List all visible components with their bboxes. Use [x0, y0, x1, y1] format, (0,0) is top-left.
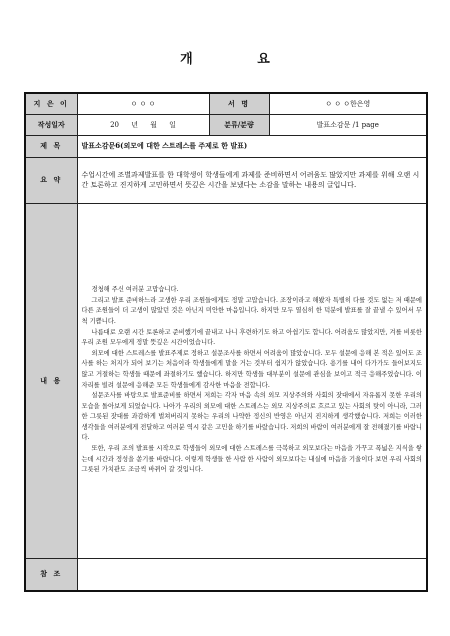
name-label: 서 명: [209, 93, 269, 114]
content-paragraph: 외모에 대한 스트레스를 발표주제로 정하고 설문조사를 하면서 어려움이 많았습니다. 모두 설문에 응해 본 적은 있어도 조사를 하는 처지가 되어 보기는 처음이라 학생들에게 말을 거는 것부터 쉽지가 않았습니다. 용기를 내어 다가가도 들어보지도 않고 거절하는 학생들 때문에 좌절하기도 했습니다. 하지만 학생들 대부분이 설문에 관심을 보이고 적극 응해주었습니다. 이 자리를 빌려 설문에 응해준 모든 학생들에게 감사한 마음을 전합니다.: [81, 349, 422, 389]
date-value: 20 년 월 일: [77, 114, 209, 135]
category-value: 발표소감문 /1 page: [269, 114, 427, 135]
subject-value: 발표소감문6(외모에 대한 스트레스를 주제로 한 발표): [77, 135, 427, 157]
summary-value: 수업시간에 조별과제발표를 한 대학생이 학생들에게 과제를 준비하면서 어려움도 많았지만 과제를 위해 오랜 시간 토론하고 진지하게 고민하면서 뜻깊은 시간을 보냈다는 소감을 말하는 내용의 글입니다.: [77, 157, 427, 203]
content-paragraph: 또한, 우리 조의 발표를 시작으로 학생들이 외모에 대한 스트레스를 극복하고 외모보다는 마음을 가꾸고 폭넓은 지식을 쌓는데 시간과 정성을 쏟기를 바랍니다. 이렇게 학생들 한 사람 한 사람이 외모보다는 내실에 마음을 기울이다 보면 우리 사회의 그릇된 가치관도 조금씩 바뀌어 갈 것입니다.: [81, 445, 422, 474]
page-title: 개 요: [180, 52, 300, 67]
date-row: [25, 114, 427, 135]
author-value: ㅇ ㅇ ㅇ: [77, 93, 209, 114]
reference-row: [25, 558, 427, 591]
overview-form: [24, 92, 428, 592]
summary-row: [25, 157, 427, 203]
content-paragraph: 경청해 주신 여러분 고맙습니다.: [91, 286, 179, 294]
reference-label: 참 조: [25, 558, 77, 591]
subject-row: [25, 135, 427, 157]
subject-label: 제 목: [25, 135, 77, 157]
content-paragraph: 설문조사를 바탕으로 발표준비를 하면서 저희는 각자 마음 속의 외모 지상주의와 사회의 잣대에서 자유롭지 못한 우리의 모습을 돌아보게 되었습니다. 나아가 우리의 외모에 대한 스트레스는 외모 지상주의로 흐르고 있는 사회의 탓이 아니라, 그러한 그릇된 잣대를 과감하게 벌쳐버리지 못하는 우리의 나약한 정신의 반영은 아닌지 진지하게 생각했습니다. 저희는 이러한 생각들을 여러분에게 전달하고 여러분 역시 같은 고민을 하기를 바랐습니다. 저희의 바람이 여러분에게 잘 전해졌기를 바랍니다.: [81, 392, 422, 442]
content-paragraph: 그리고 발표 준비하느라 고생한 우리 조원들에게도 정말 고맙습니다. 조장이라고 해봤자 특별히 다를 것도 없는 저 때문에 다른 조원들이 더 고생이 많았던 것은 아닌지 미안한 마음입니다. 하지만 모두 열심히 한 덕분에 발표를 잘 끝낼 수 있어서 무척 기쁩니다.: [81, 296, 422, 325]
name-value: ㅇ ㅇ ㅇ한은영: [269, 93, 427, 114]
author-label: 지 은 이: [25, 93, 77, 114]
content-label: 내 용: [25, 203, 77, 558]
author-row: [25, 93, 427, 114]
date-label: 작성일자: [25, 114, 77, 135]
content-body: [77, 203, 427, 558]
category-label: 분류/분량: [209, 114, 269, 135]
summary-label: 요 약: [25, 157, 77, 203]
reference-value: [77, 558, 427, 591]
content-paragraph: 나름대로 오랜 시간 토론하고 준비했기에 끝내고 나니 후련하기도 하고 아쉽기도 합니다. 어려움도 많았지만, 겨를 비롯한 우리 조원 모두에게 정말 뜻깊은 시간이었습니다.: [81, 328, 422, 347]
content-row: [25, 203, 427, 558]
